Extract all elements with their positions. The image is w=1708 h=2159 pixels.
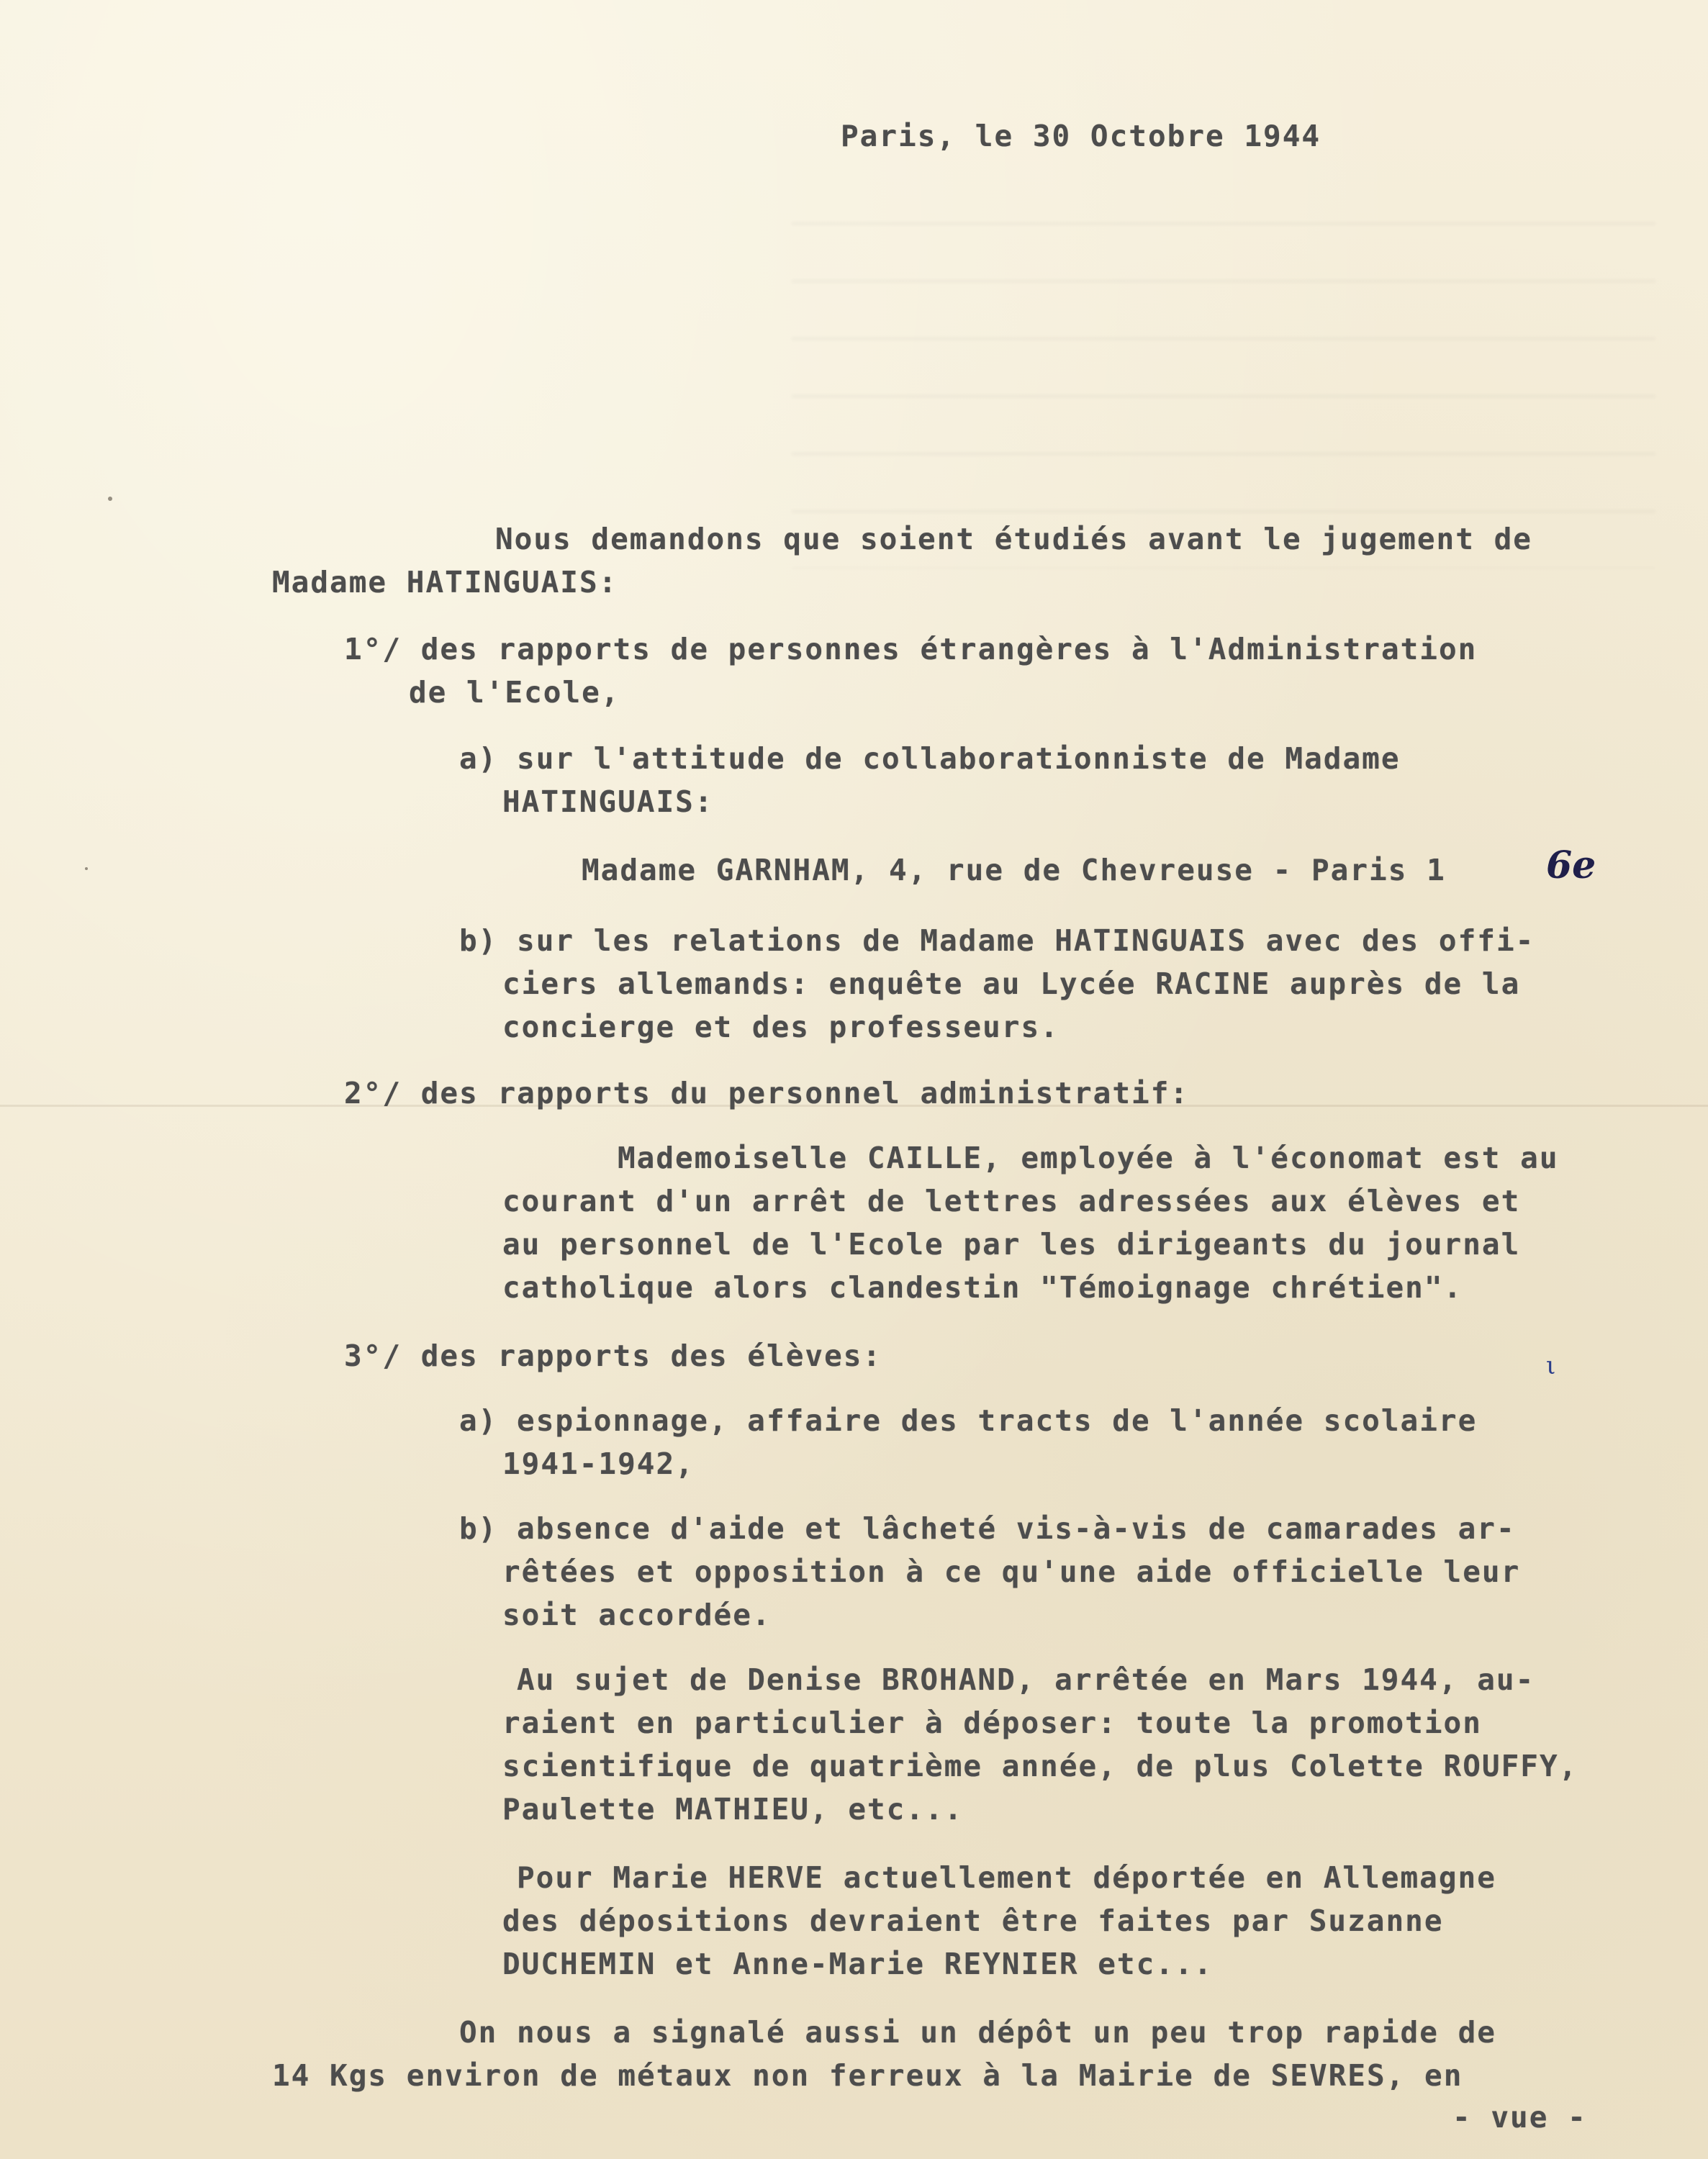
section2-heading: 2°/ des rapports du personnel administratif: [344, 1076, 1190, 1110]
section1-heading-line-1: 1°/ des rapports de personnes étrangères à l'Administration [344, 632, 1478, 666]
section2-paragraph-line-2: courant d'un arrêt de lettres adressées aux élèves et [502, 1184, 1521, 1218]
section3-item-a-line-1: a) espionnage, affaire des tracts de l'année scolaire [459, 1403, 1478, 1438]
section1-item-a-line-1: a) sur l'attitude de collaborationniste de Madame [459, 741, 1401, 776]
witness-address: Madame GARNHAM, 4, rue de Chevreuse - Paris 1 [582, 853, 1446, 887]
section2-paragraph-line-3: au personnel de l'Ecole par les dirigeants du journal [502, 1227, 1521, 1262]
page-continuation-mark: - vue - [1452, 2100, 1587, 2135]
section3-heading: 3°/ des rapports des élèves: [344, 1339, 882, 1373]
closing-line-1: On nous a signalé aussi un dépôt un peu trop rapide de [459, 2015, 1496, 2050]
intro-line-2: Madame HATINGUAIS: [272, 565, 618, 599]
intro-line-1: Nous demandons que soient étudiés avant le jugement de [495, 522, 1532, 556]
herve-paragraph-line-1: Pour Marie HERVE actuellement déportée en Allemagne [517, 1860, 1496, 1895]
section3-item-b-line-3: soit accordée. [502, 1598, 772, 1632]
section1-heading-line-2: de l'Ecole, [409, 675, 620, 710]
brohand-paragraph-line-4: Paulette MATHIEU, etc... [502, 1792, 964, 1827]
section3-item-b-line-1: b) absence d'aide et lâcheté vis-à-vis de camarades ar- [459, 1511, 1516, 1546]
section1-item-b-line-2: ciers allemands: enquête au Lycée RACINE auprès de la [502, 967, 1521, 1001]
herve-paragraph-line-3: DUCHEMIN et Anne-Marie REYNIER etc... [502, 1947, 1214, 1981]
brohand-paragraph-line-2: raient en particulier à déposer: toute la promotion [502, 1706, 1482, 1740]
letter-date: Paris, le 30 Octobre 1944 [841, 119, 1321, 153]
brohand-paragraph-line-3: scientifique de quatrième année, de plus Colette ROUFFY, [502, 1749, 1578, 1783]
brohand-paragraph-line-1: Au sujet de Denise BROHAND, arrêtée en Mars 1944, au- [517, 1662, 1535, 1697]
section3-item-b-line-2: rêtées et opposition à ce qu'une aide officielle leur [502, 1554, 1521, 1589]
section2-paragraph-line-1: Mademoiselle CAILLE, employée à l'économat est au [618, 1141, 1559, 1175]
show-through-text [792, 194, 1655, 569]
section3-item-a-line-2: 1941-1942, [502, 1447, 695, 1481]
margin-pen-mark: ι [1546, 1352, 1556, 1380]
section1-item-a-line-2: HATINGUAIS: [502, 784, 714, 819]
ink-speck [108, 497, 112, 501]
section2-paragraph-line-4: catholique alors clandestin "Témoignage chrétien". [502, 1270, 1463, 1305]
section1-item-b-line-1: b) sur les relations de Madame HATINGUAIS avec des offi- [459, 923, 1535, 958]
section1-item-b-line-3: concierge et des professeurs. [502, 1010, 1059, 1044]
herve-paragraph-line-2: des dépositions devraient être faites par Suzanne [502, 1904, 1444, 1938]
closing-line-2: 14 Kgs environ de métaux non ferreux à la Mairie de SEVRES, en [272, 2058, 1463, 2093]
handwritten-arrondissement-note: 6e [1546, 843, 1596, 887]
ink-speck [85, 867, 88, 870]
